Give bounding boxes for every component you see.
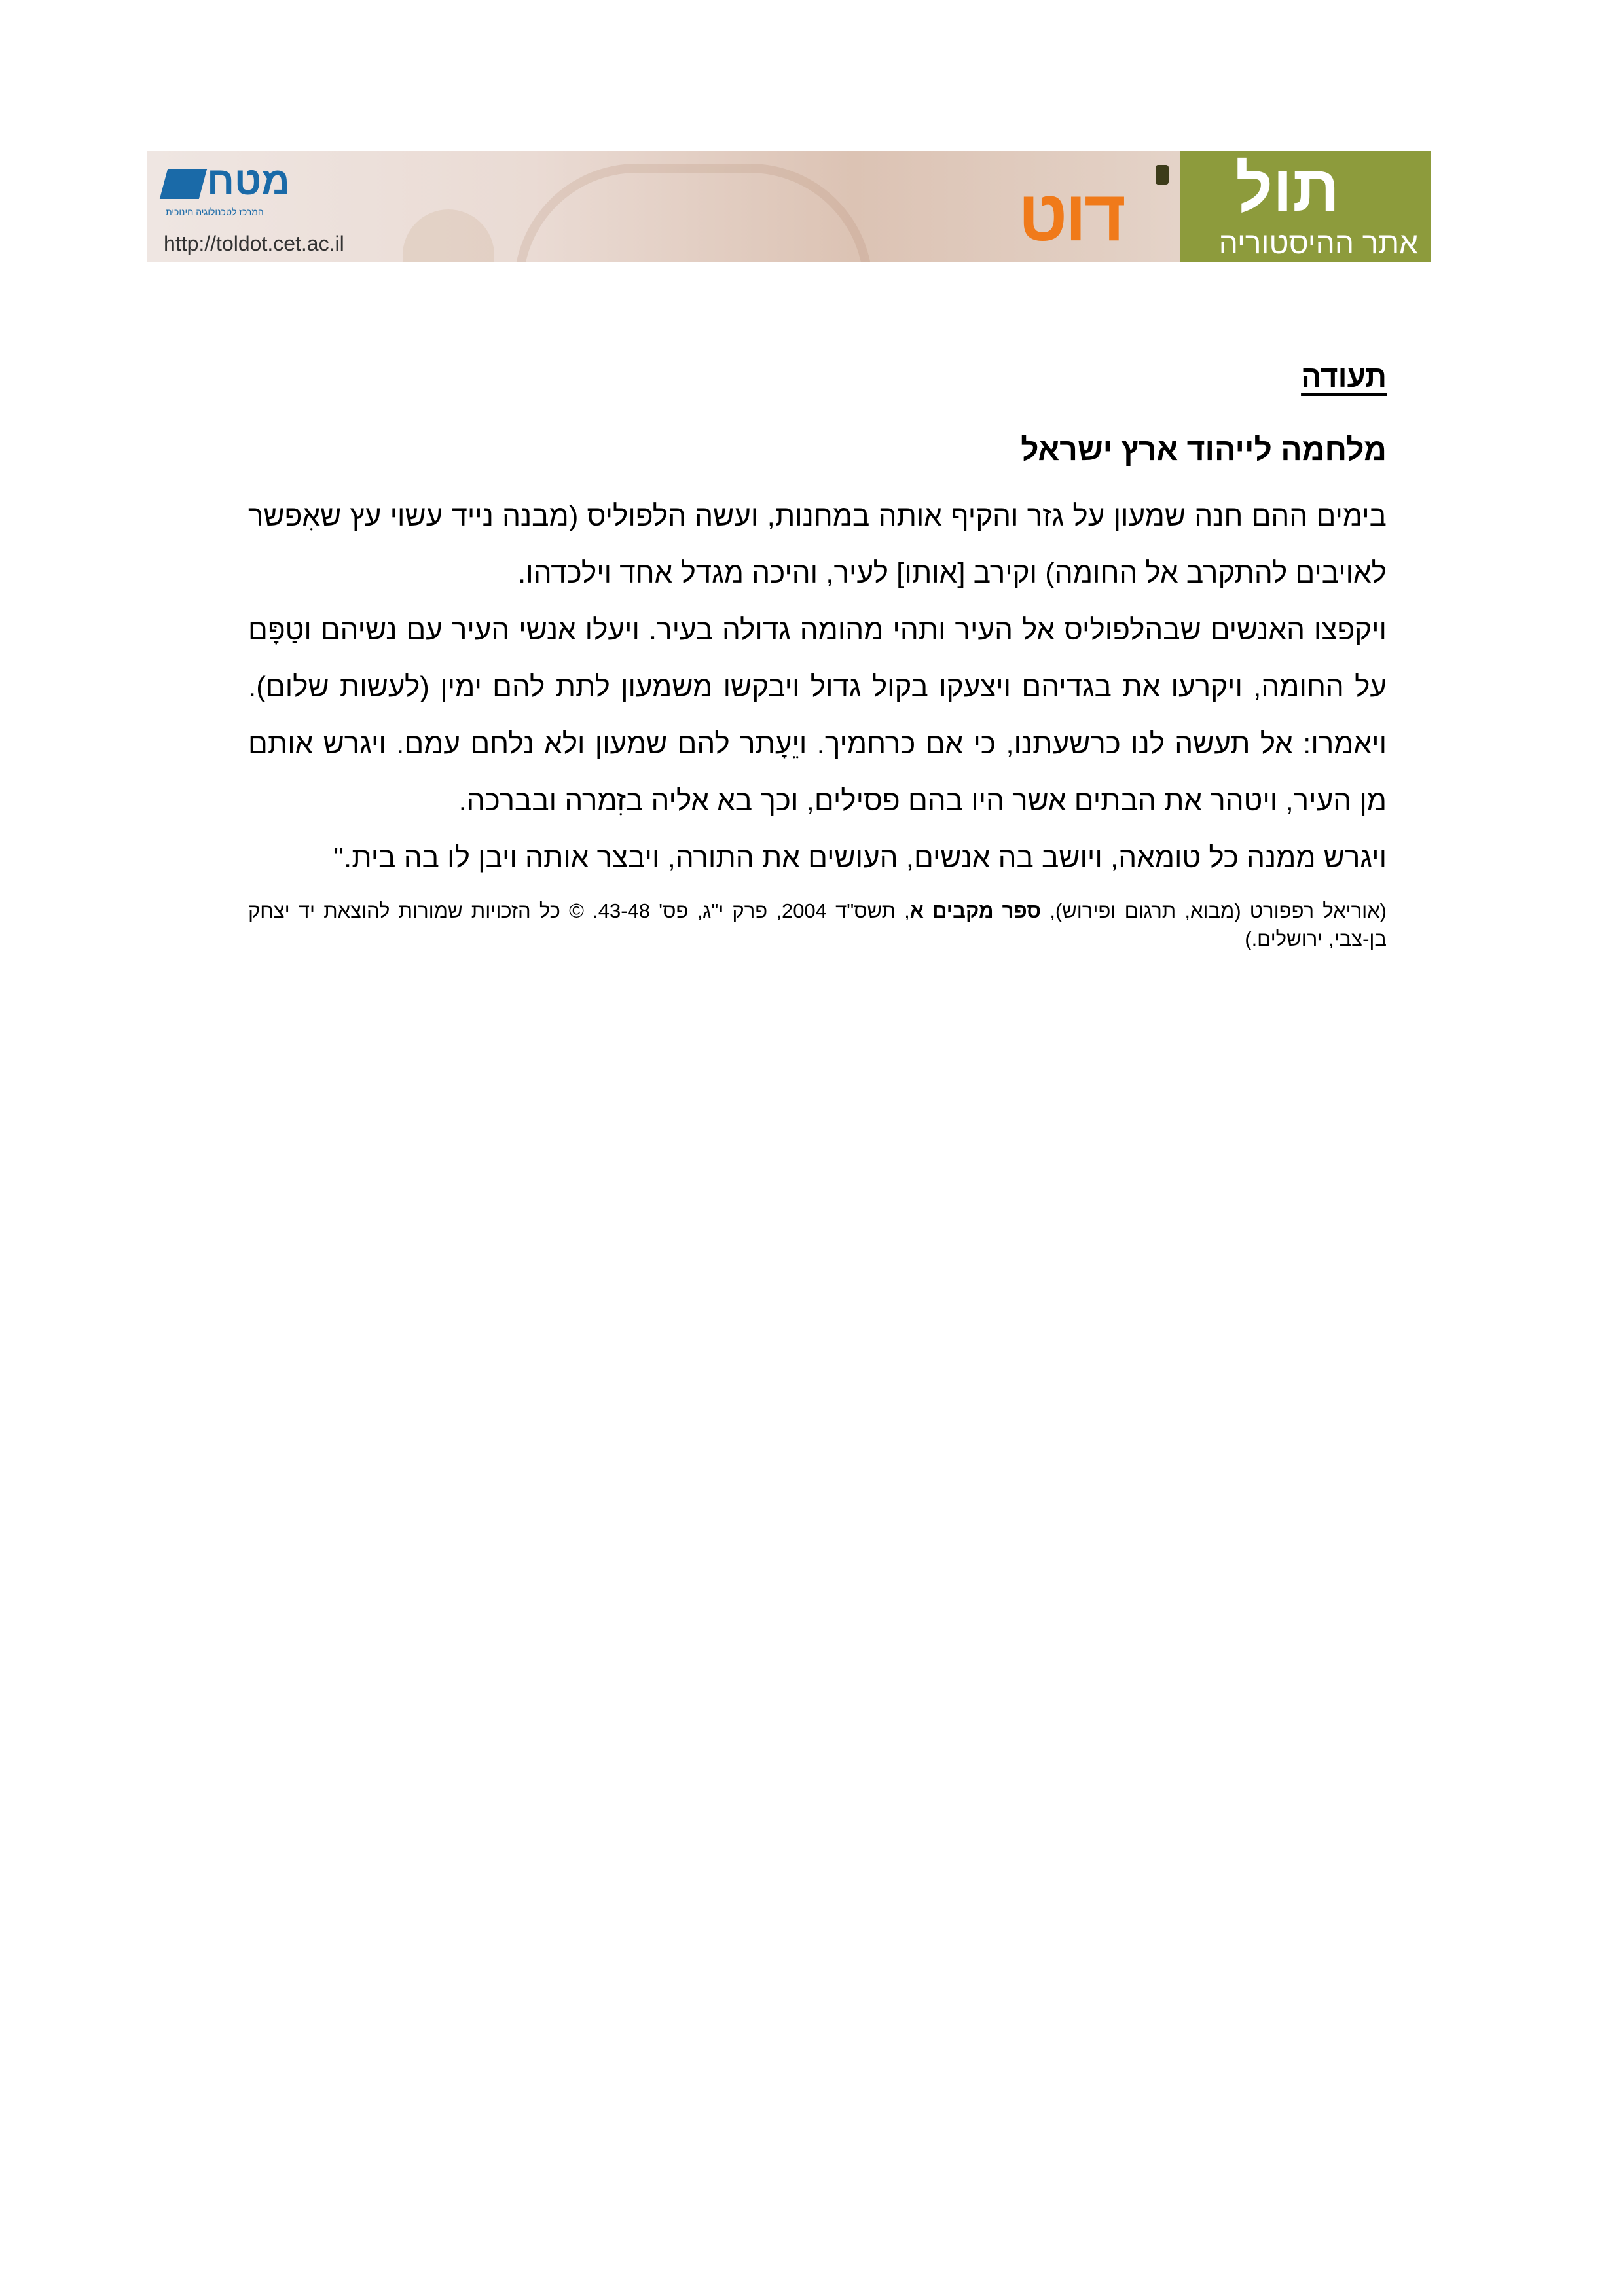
toldot-subtitle: אתר ההיסטוריה (1218, 226, 1418, 260)
toldot-logo-orange: דוט (1018, 175, 1123, 256)
citation-book: ספר מקבים א (909, 899, 1042, 922)
document-body (248, 488, 1387, 886)
toldot-logo-white: תול (1235, 152, 1340, 225)
paragraph: ויקפצו האנשים שבהלפוליס אל העיר ותהי מהומה גדולה בעיר. ויעלו אנשי העיר עם נשיהם וטַפָּם על החומה, ויקרעו את בגדיהם ויצעקו בקול גדול ויבקשו משמעון לתת להם ימין (לעשות שלום). ויאמרו: אל תעשה לנו כרשעתנו, כי אם כרחמיך. ויֵעָתר להם שמעון ולא נלחם עמם. ויגרש אותם מן העיר, ויטהר את הבתים אשר היו בהם פסילים, וכך בא אליה בזִמרה ובברכה. (248, 614, 1387, 817)
site-url[interactable]: http://toldot.cet.ac.il (164, 232, 344, 255)
document-label: תעודה (1301, 359, 1387, 393)
matach-logo-text: מטח (207, 159, 290, 203)
logo-dot (1156, 165, 1169, 185)
banner-background-arch (514, 164, 873, 262)
matach-subtitle: המרכז לטכנולוגיה חינוכית (166, 207, 264, 217)
citation-details: , תשס"ד 2004, פרק י"ג, פס' 43-48. © כל הזכויות שמורות להוצאת יד יצחק בן-צבי, ירושלים.) (248, 899, 1387, 950)
citation (248, 897, 1387, 953)
citation-author: (אוריאל רפפורט (מבוא, תרגום ופירוש), (1041, 899, 1387, 922)
document-title: מלחמה לייהוד ארץ ישראל (1021, 433, 1387, 467)
toldot-logo-panel (1180, 151, 1431, 262)
site-banner (147, 151, 1431, 262)
matach-logo (164, 160, 290, 203)
matach-logo-mark (160, 169, 207, 199)
paragraph: ויגרש ממנה כל טומאה, ויושב בה אנשים, העושים את התורה, ויבצר אותה ויבן לו בה בית." (333, 842, 1387, 874)
banner-background-figure (403, 209, 494, 262)
paragraph: בימים ההם חנה שמעון על גזר והקיף אותה במחנות, ועשה הלפוליס (מבנה נייד עשוי עץ שאִפשר לאויבים להתקרב אל החומה) וקירב [אותו] לעיר, והיכה מגדל אחד וילכדהו. (248, 500, 1387, 589)
document-content (248, 488, 1387, 953)
